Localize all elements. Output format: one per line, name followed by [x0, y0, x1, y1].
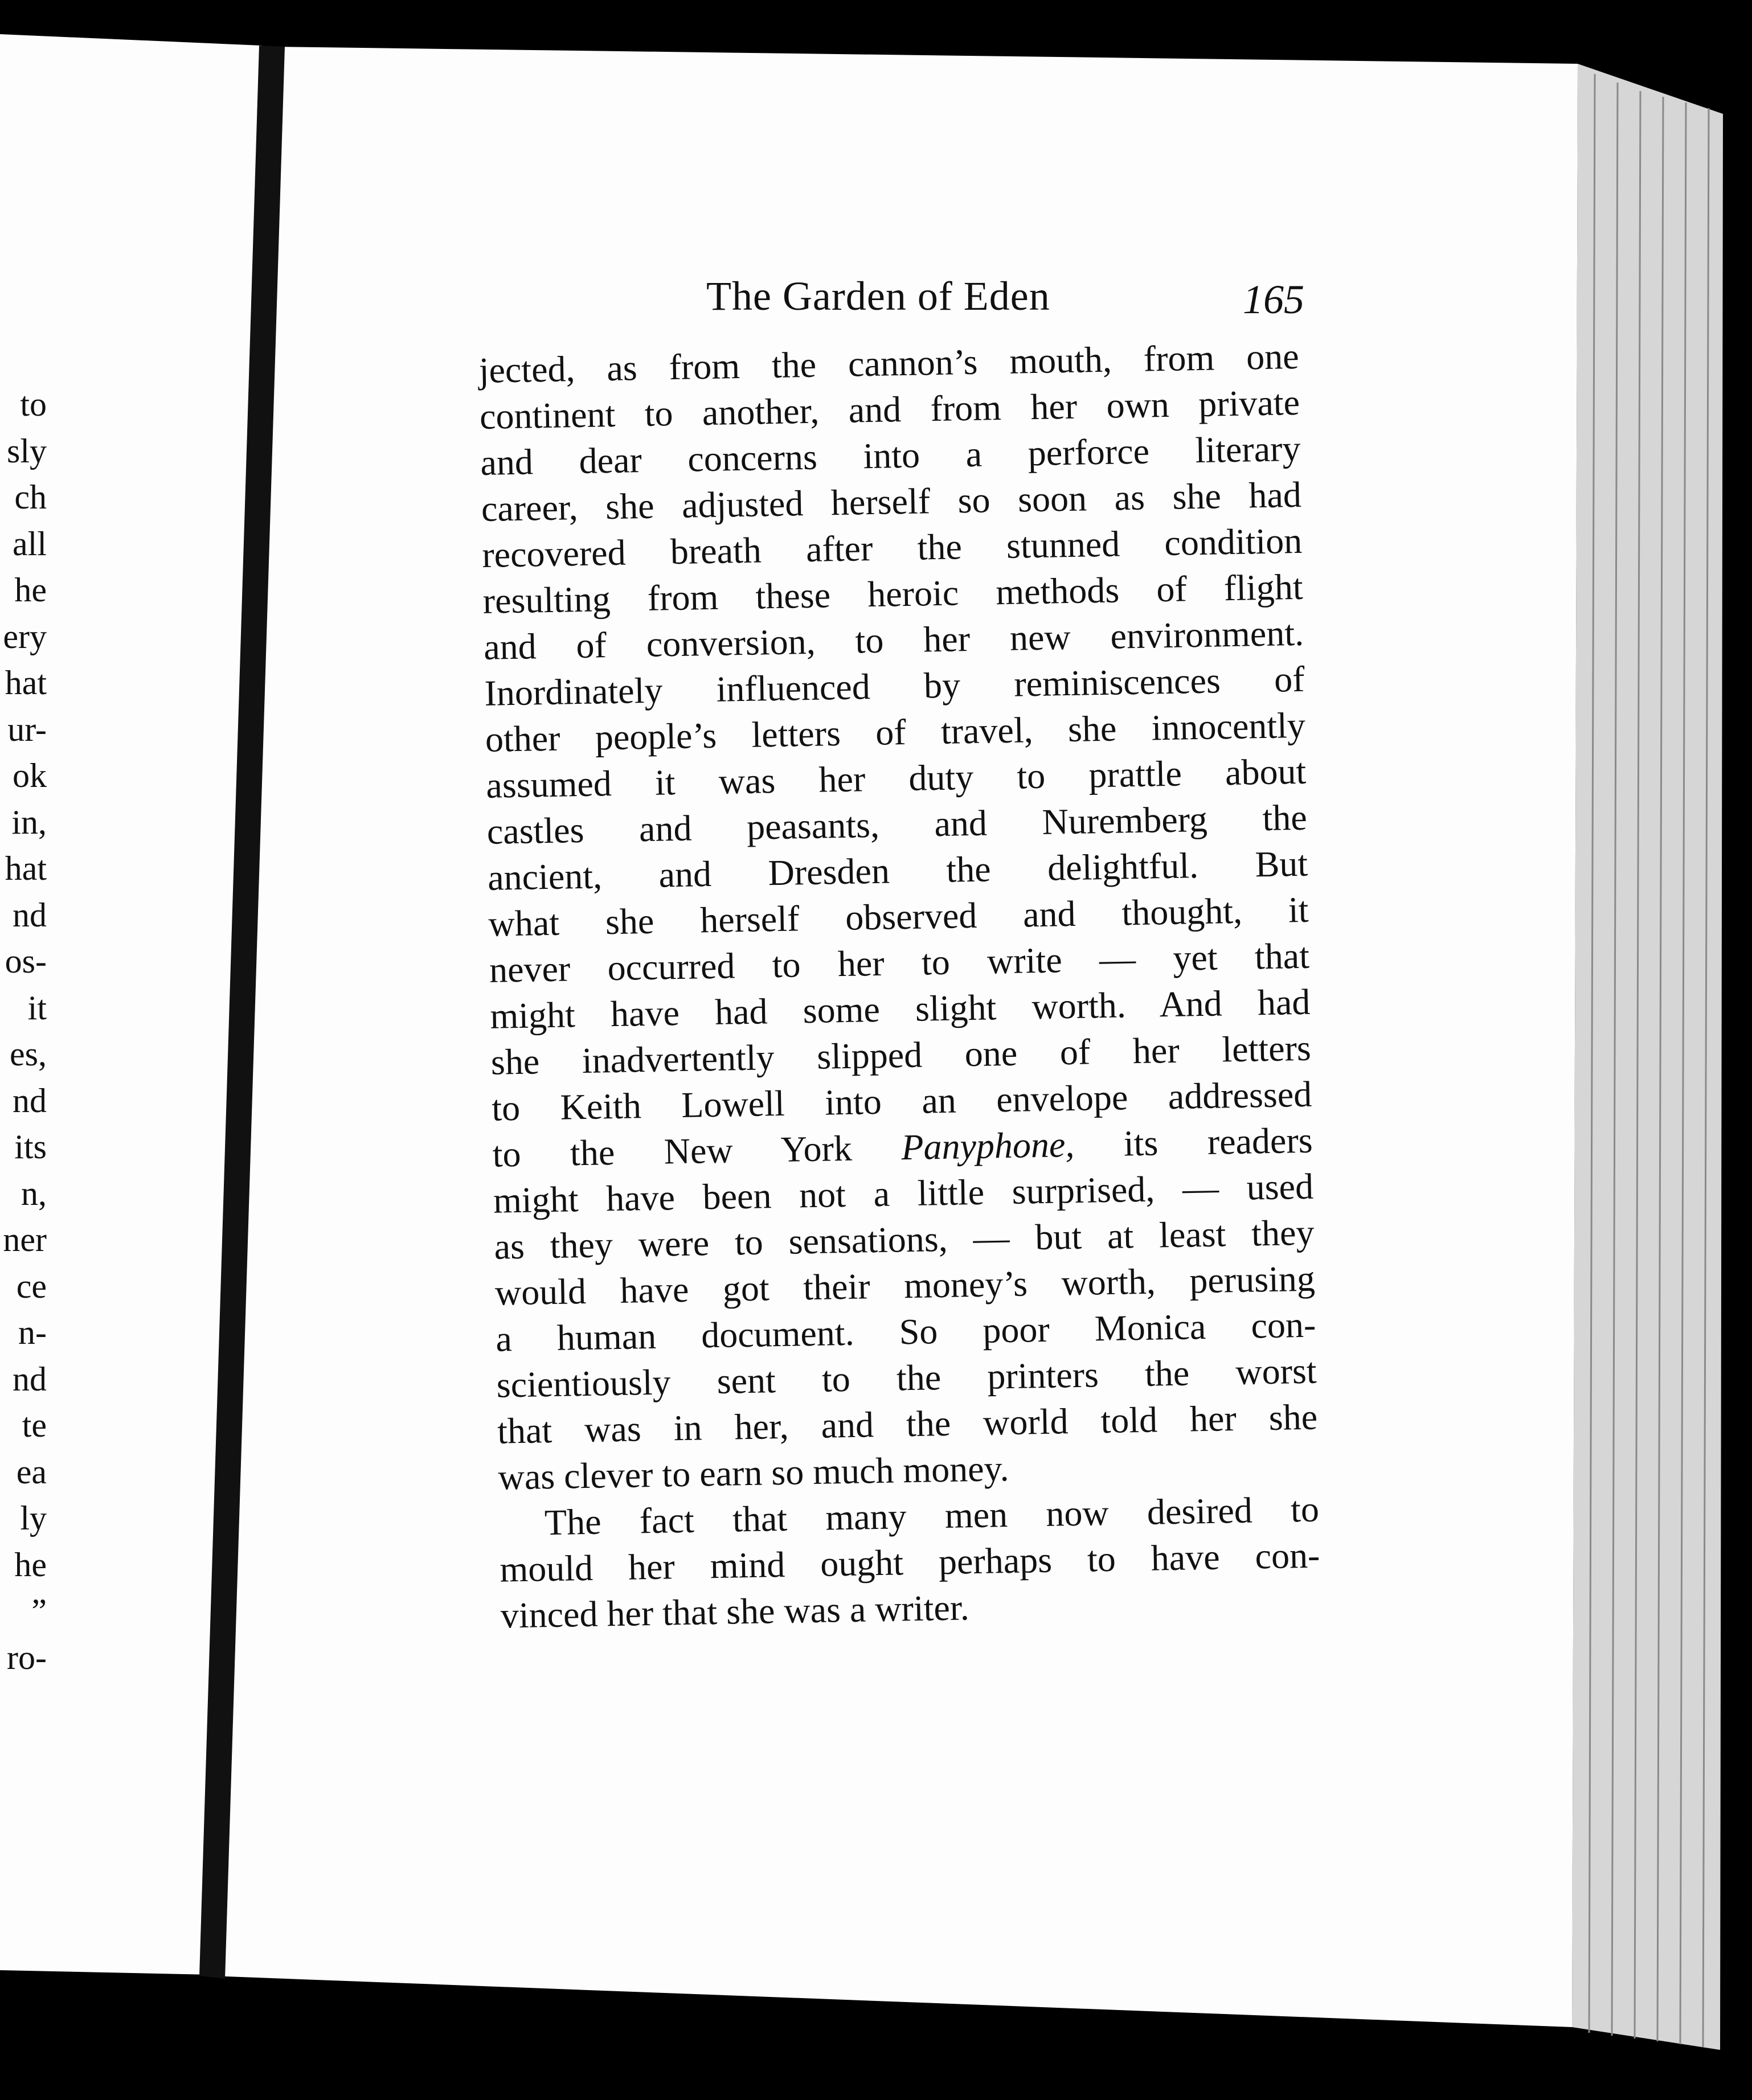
text-line-5: recovered breath after the stunned condition — [481, 520, 1303, 575]
text-line-14: never occurred to her to write — yet that — [489, 935, 1310, 990]
text-line-18-lead: to the New York — [492, 1127, 853, 1175]
left-page-fragment: ery — [3, 617, 47, 655]
left-page-fragment: in, — [11, 803, 47, 841]
text-line-15: might have had some slight worth. And had — [489, 981, 1311, 1036]
text-line-17: to Keith Lowell into an envelope addressed — [491, 1073, 1312, 1129]
text-line-18-tail: its readers — [1123, 1119, 1313, 1164]
text-line-28: vinced her that she was a writer. — [500, 1587, 970, 1636]
left-page-fragment: ” — [31, 1592, 47, 1630]
text-line-24: that was in her, and the world told her she — [497, 1396, 1318, 1451]
page-number: 165 — [1243, 277, 1304, 322]
text-line-8: Inordinately influenced by reminiscences of — [484, 658, 1305, 713]
text-line-13: what she herself observed and thought, it — [488, 889, 1309, 944]
left-page-fragment: ner — [3, 1221, 47, 1258]
left-page-fragment: ly — [20, 1499, 47, 1537]
text-line-10: assumed it was her duty to prattle about — [485, 750, 1307, 806]
left-page-fragment: ch — [14, 478, 47, 516]
newspaper-name: Panyphone, — [900, 1123, 1075, 1168]
text-line-3: and dear concerns into a perforce literary — [480, 428, 1301, 483]
text-line-26: The fact that many men now desired to — [544, 1488, 1320, 1543]
text-line-25: was clever to earn so much money. — [498, 1448, 1009, 1498]
text-line-23: scientiously sent to the printers the worst — [496, 1350, 1317, 1405]
left-page-fragment: ur- — [7, 710, 47, 748]
text-line-7: and of conversion, to her new environment. — [483, 612, 1304, 667]
left-page-fragment: to — [20, 385, 47, 423]
text-line-4: career, she adjusted herself so soon as she had — [481, 474, 1302, 529]
left-page-fragment: nd — [13, 896, 47, 934]
left-page-fragment: he — [14, 1545, 47, 1584]
text-line-6: resulting from these heroic methods of flight — [482, 566, 1304, 621]
text-line-2: continent to another, and from her own private — [479, 382, 1300, 437]
left-page-fragment: ro- — [7, 1638, 47, 1676]
left-page-fragment: es, — [10, 1035, 47, 1073]
text-line-21: would have got their money’s worth, perusing — [494, 1258, 1316, 1313]
running-header — [706, 273, 1304, 322]
left-page-fragment: hat — [5, 664, 47, 702]
left-page-fragment: ok — [13, 757, 47, 794]
left-page-fragment: hat — [5, 850, 47, 887]
left-page-fragment: nd — [13, 1360, 47, 1398]
text-line-22: a human document. So poor Monica con- — [495, 1304, 1316, 1359]
running-title: The Garden of Eden — [706, 273, 1050, 319]
left-page-fragment: sly — [6, 432, 47, 470]
left-page-fragment: its — [14, 1128, 47, 1166]
left-page-fragment: he — [14, 571, 47, 609]
left-page-fragment: te — [22, 1406, 47, 1444]
left-page-fragment: ea — [16, 1453, 47, 1491]
text-line-16: she inadvertently slipped one of her letters — [490, 1027, 1312, 1082]
body-text — [478, 333, 1321, 1674]
left-page-fragment: it — [27, 989, 47, 1027]
text-line-27: mould her mind ought perhaps to have con- — [499, 1535, 1320, 1590]
text-line-9: other people’s letters of travel, she innocently — [485, 704, 1306, 760]
left-page-fragment: os- — [5, 942, 47, 980]
text-line-1: jected, as from the cannon’s mouth, from one — [478, 335, 1300, 391]
left-page-fragment: n, — [21, 1174, 47, 1212]
text-line-19: might have been not a little surprised, — used — [493, 1166, 1314, 1221]
left-page-fragment: n- — [18, 1314, 47, 1351]
left-page-fragment: all — [13, 524, 47, 563]
text-line-12: ancient, and Dresden the delightful. But — [487, 843, 1308, 898]
left-page-fragment: nd — [13, 1081, 47, 1119]
text-line-11: castles and peasants, and Nuremberg the — [486, 797, 1308, 852]
text-line-20: as they were to sensations, — but at least they — [493, 1212, 1315, 1267]
left-page-fragment: ce — [16, 1267, 47, 1305]
